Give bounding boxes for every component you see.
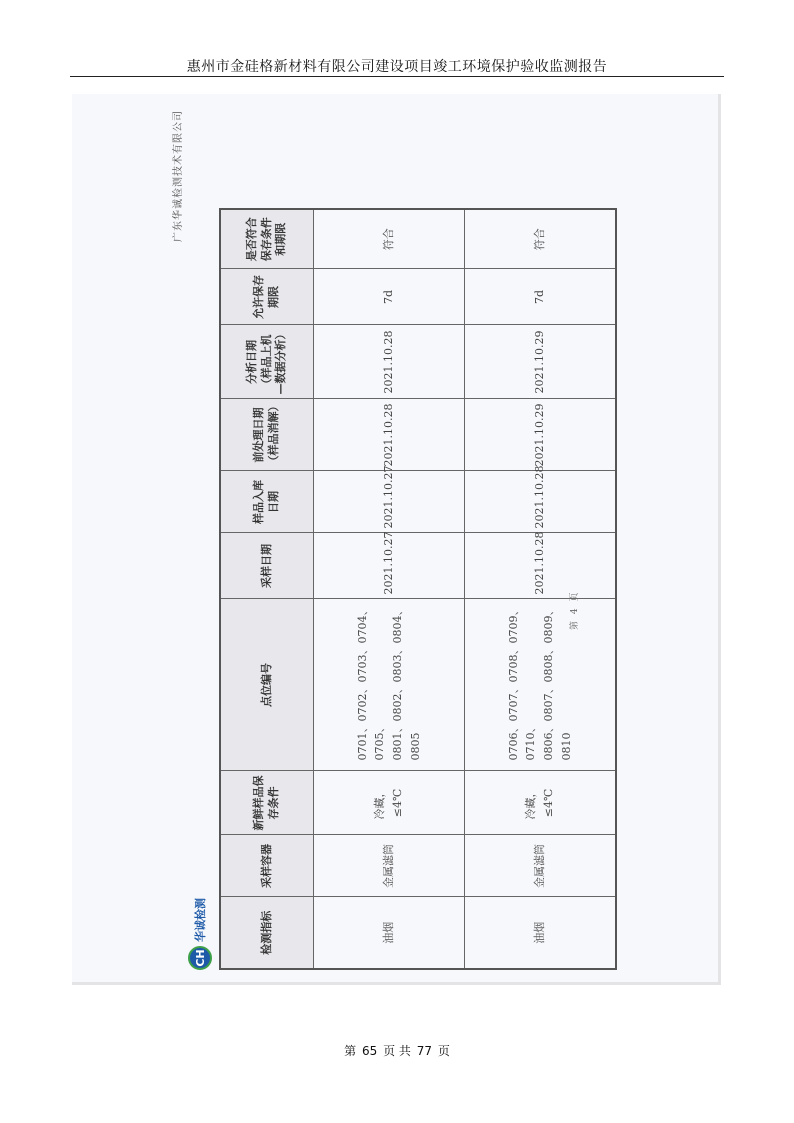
cell-container: 金属滤筒 <box>314 835 465 897</box>
header-container: 采样容器 <box>220 835 314 897</box>
cell-indicator: 油烟 <box>465 897 617 969</box>
page-footer <box>0 1042 794 1059</box>
header-rule <box>70 76 724 77</box>
company-logo <box>187 898 213 970</box>
footer-suffix: 页 <box>437 1044 450 1058</box>
footer-prefix: 第 <box>344 1044 357 1058</box>
cell-condition: 冷藏，≤4℃ <box>465 771 617 835</box>
cell-points <box>465 599 617 771</box>
points-line-2: 0806、0807、0808、0809、0810 <box>542 604 573 761</box>
cell-period: 7d <box>314 269 465 325</box>
header-compliant: 是否符合保存条件和期限 <box>220 209 314 269</box>
header-condition: 新鲜样品保存条件 <box>220 771 314 835</box>
logo-text: 华诚检测 <box>194 898 207 942</box>
cell-period: 7d <box>465 269 617 325</box>
cell-pretreat-date: 2021.10.29 <box>465 399 617 471</box>
cell-indicator: 油烟 <box>314 897 465 969</box>
rotated-content <box>167 110 607 970</box>
table-header-row <box>220 209 314 969</box>
cell-points <box>314 599 465 771</box>
cell-analysis-date: 2021.10.28 <box>314 325 465 399</box>
cell-analysis-date: 2021.10.29 <box>465 325 617 399</box>
header-pretreat-date: 前处理日期（样品消解） <box>220 399 314 471</box>
cell-sample-date: 2021.10.28 <box>465 533 617 599</box>
footer-total-pages: 77 <box>416 1044 433 1058</box>
table-row <box>314 209 465 969</box>
logo-icon: CH <box>188 946 212 970</box>
sample-storage-table <box>219 208 617 970</box>
header-storage-date: 样品入库日期 <box>220 471 314 533</box>
scanned-page <box>72 94 721 985</box>
cell-condition: 冷藏，≤4℃ <box>314 771 465 835</box>
header-indicator: 检测指标 <box>220 897 314 969</box>
cell-compliant: 符合 <box>314 209 465 269</box>
cell-pretreat-date: 2021.10.28 <box>314 399 465 471</box>
footer-page-number: 65 <box>361 1044 378 1058</box>
points-line-2: 0801、0802、0803、0804、0805 <box>391 604 422 761</box>
footer-middle: 页 共 <box>383 1044 411 1058</box>
header-points: 点位编号 <box>220 599 314 771</box>
header-analysis-date: 分析日期（样品上机—数据分析） <box>220 325 314 399</box>
inner-page-number: 第 4 页 <box>570 590 580 630</box>
report-title: 惠州市金硅格新材料有限公司建设项目竣工环境保护验收监测报告 <box>186 59 608 75</box>
points-line-1: 0706、0707、0708、0709、0710、 <box>506 604 538 761</box>
cell-storage-date: 2021.10.28 <box>465 471 617 533</box>
table-row <box>465 209 617 969</box>
points-line-1: 0701、0702、0703、0704、0705、 <box>355 604 387 761</box>
cell-storage-date: 2021.10.27 <box>314 471 465 533</box>
cell-container: 金属滤筒 <box>465 835 617 897</box>
company-name: 广东华诚检测技术有限公司 <box>173 110 184 242</box>
cell-sample-date: 2021.10.27 <box>314 533 465 599</box>
cell-compliant: 符合 <box>465 209 617 269</box>
header-sample-date: 采样日期 <box>220 533 314 599</box>
header-period: 允许保存期限 <box>220 269 314 325</box>
